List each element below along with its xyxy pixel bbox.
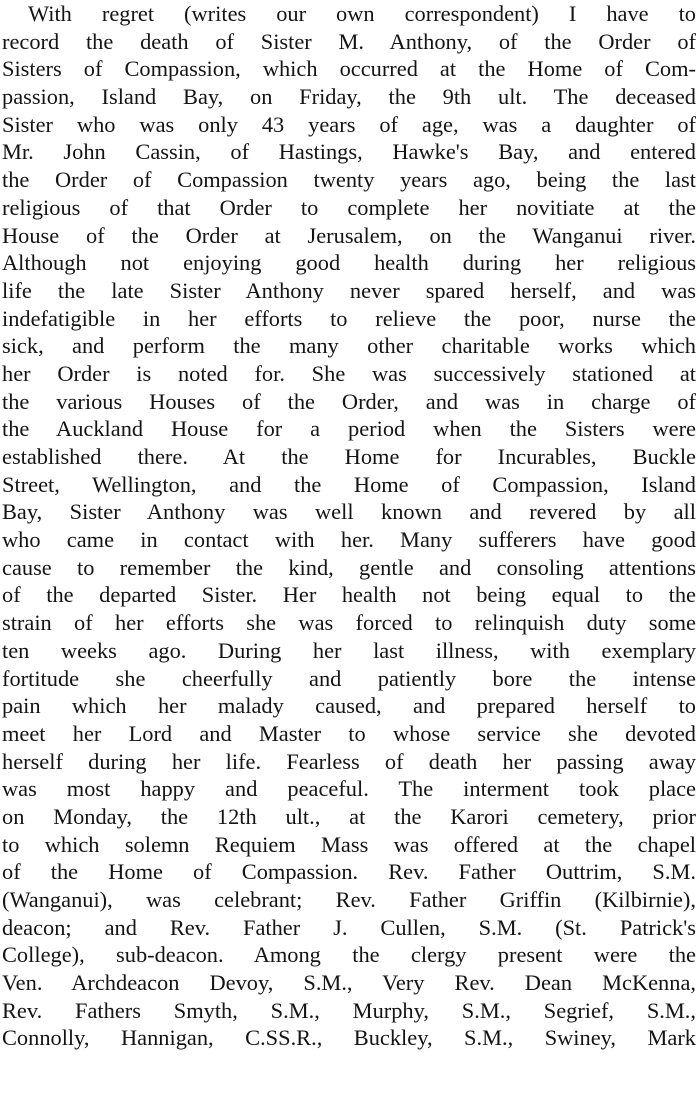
article-line: on Monday, the 12th ult., at the Karori cemetery, prior: [2, 803, 696, 829]
article-line: Mr. John Cassin, of Hastings, Hawke's Bay, and entered: [2, 139, 696, 165]
article-line: meet her Lord and Master to whose service she devoted: [2, 720, 696, 746]
article-line: Connolly, Hannigan, C.SS.R., Buckley, S.M., Swiney, Mark: [2, 1025, 696, 1051]
article-line: established there. At the Home for Incurables, Buckle: [2, 444, 696, 469]
article-line: record the death of Sister M. Anthony, of the Order of: [2, 28, 696, 54]
article-line: strain of her efforts she was forced to relinquish duty some: [2, 610, 696, 636]
article-line: passion, Island Bay, on Friday, the 9th ult. The deceased: [2, 84, 696, 110]
article-line: her Order is noted for. She was successively stationed at: [2, 360, 696, 386]
article-line: cause to remember the kind, gentle and consoling attentions: [2, 554, 696, 580]
article-line: Ven. Archdeacon Devoy, S.M., Very Rev. Dean McKenna,: [2, 970, 696, 996]
article-line: Street, Wellington, and the Home of Compassion, Island: [2, 471, 696, 497]
article-line: ten weeks ago. During her last illness, with exemplary: [2, 637, 696, 663]
article-line: sick, and perform the many other charitable works which: [2, 333, 696, 359]
article-line: College), sub-deacon. Among the clergy present were the: [2, 942, 696, 968]
article-line: the Auckland House for a period when the Sisters were: [2, 416, 696, 442]
obituary-article: [2, 0, 696, 1052]
article-line: herself during her life. Fearless of death her passing away: [2, 748, 696, 774]
article-line: Although not enjoying good health during her religious: [2, 250, 696, 276]
article-line: (Wanganui), was celebrant; Rev. Father Griffin (Kilbirnie),: [2, 887, 696, 912]
article-line: deacon; and Rev. Father J. Cullen, S.M. (St. Patrick's: [2, 914, 696, 940]
article-line: life the late Sister Anthony never spared herself, and was: [2, 277, 696, 303]
article-line: Sister who was only 43 years of age, was a daughter of: [2, 111, 696, 137]
article-line: the Order of Compassion twenty years ago, being the last: [2, 167, 696, 193]
article-line: indefatigible in her efforts to relieve the poor, nurse the: [2, 305, 696, 331]
article-line: who came in contact with her. Many sufferers have good: [2, 527, 696, 553]
article-line: Sisters of Compassion, which occurred at the Home of Com-: [2, 56, 696, 82]
article-line: fortitude she cheerfully and patiently bore the intense: [2, 665, 696, 691]
article-line: religious of that Order to complete her novitiate at the: [2, 194, 696, 220]
article-line: Rev. Fathers Smyth, S.M., Murphy, S.M., Segrief, S.M.,: [2, 997, 696, 1023]
article-line: With regret (writes our own correspondent) I have to: [28, 1, 696, 26]
article-line: Bay, Sister Anthony was well known and revered by all: [2, 499, 696, 525]
article-line: House of the Order at Jerusalem, on the Wanganui river.: [2, 222, 696, 248]
article-line: of the departed Sister. Her health not being equal to the: [2, 582, 696, 608]
article-line: the various Houses of the Order, and was in charge of: [2, 388, 696, 414]
article-line: of the Home of Compassion. Rev. Father Outtrim, S.M.: [2, 859, 696, 885]
article-line: to which solemn Requiem Mass was offered at the chapel: [2, 831, 696, 857]
article-line: pain which her malady caused, and prepared herself to: [2, 693, 696, 719]
article-line: was most happy and peaceful. The interment took place: [2, 776, 696, 802]
